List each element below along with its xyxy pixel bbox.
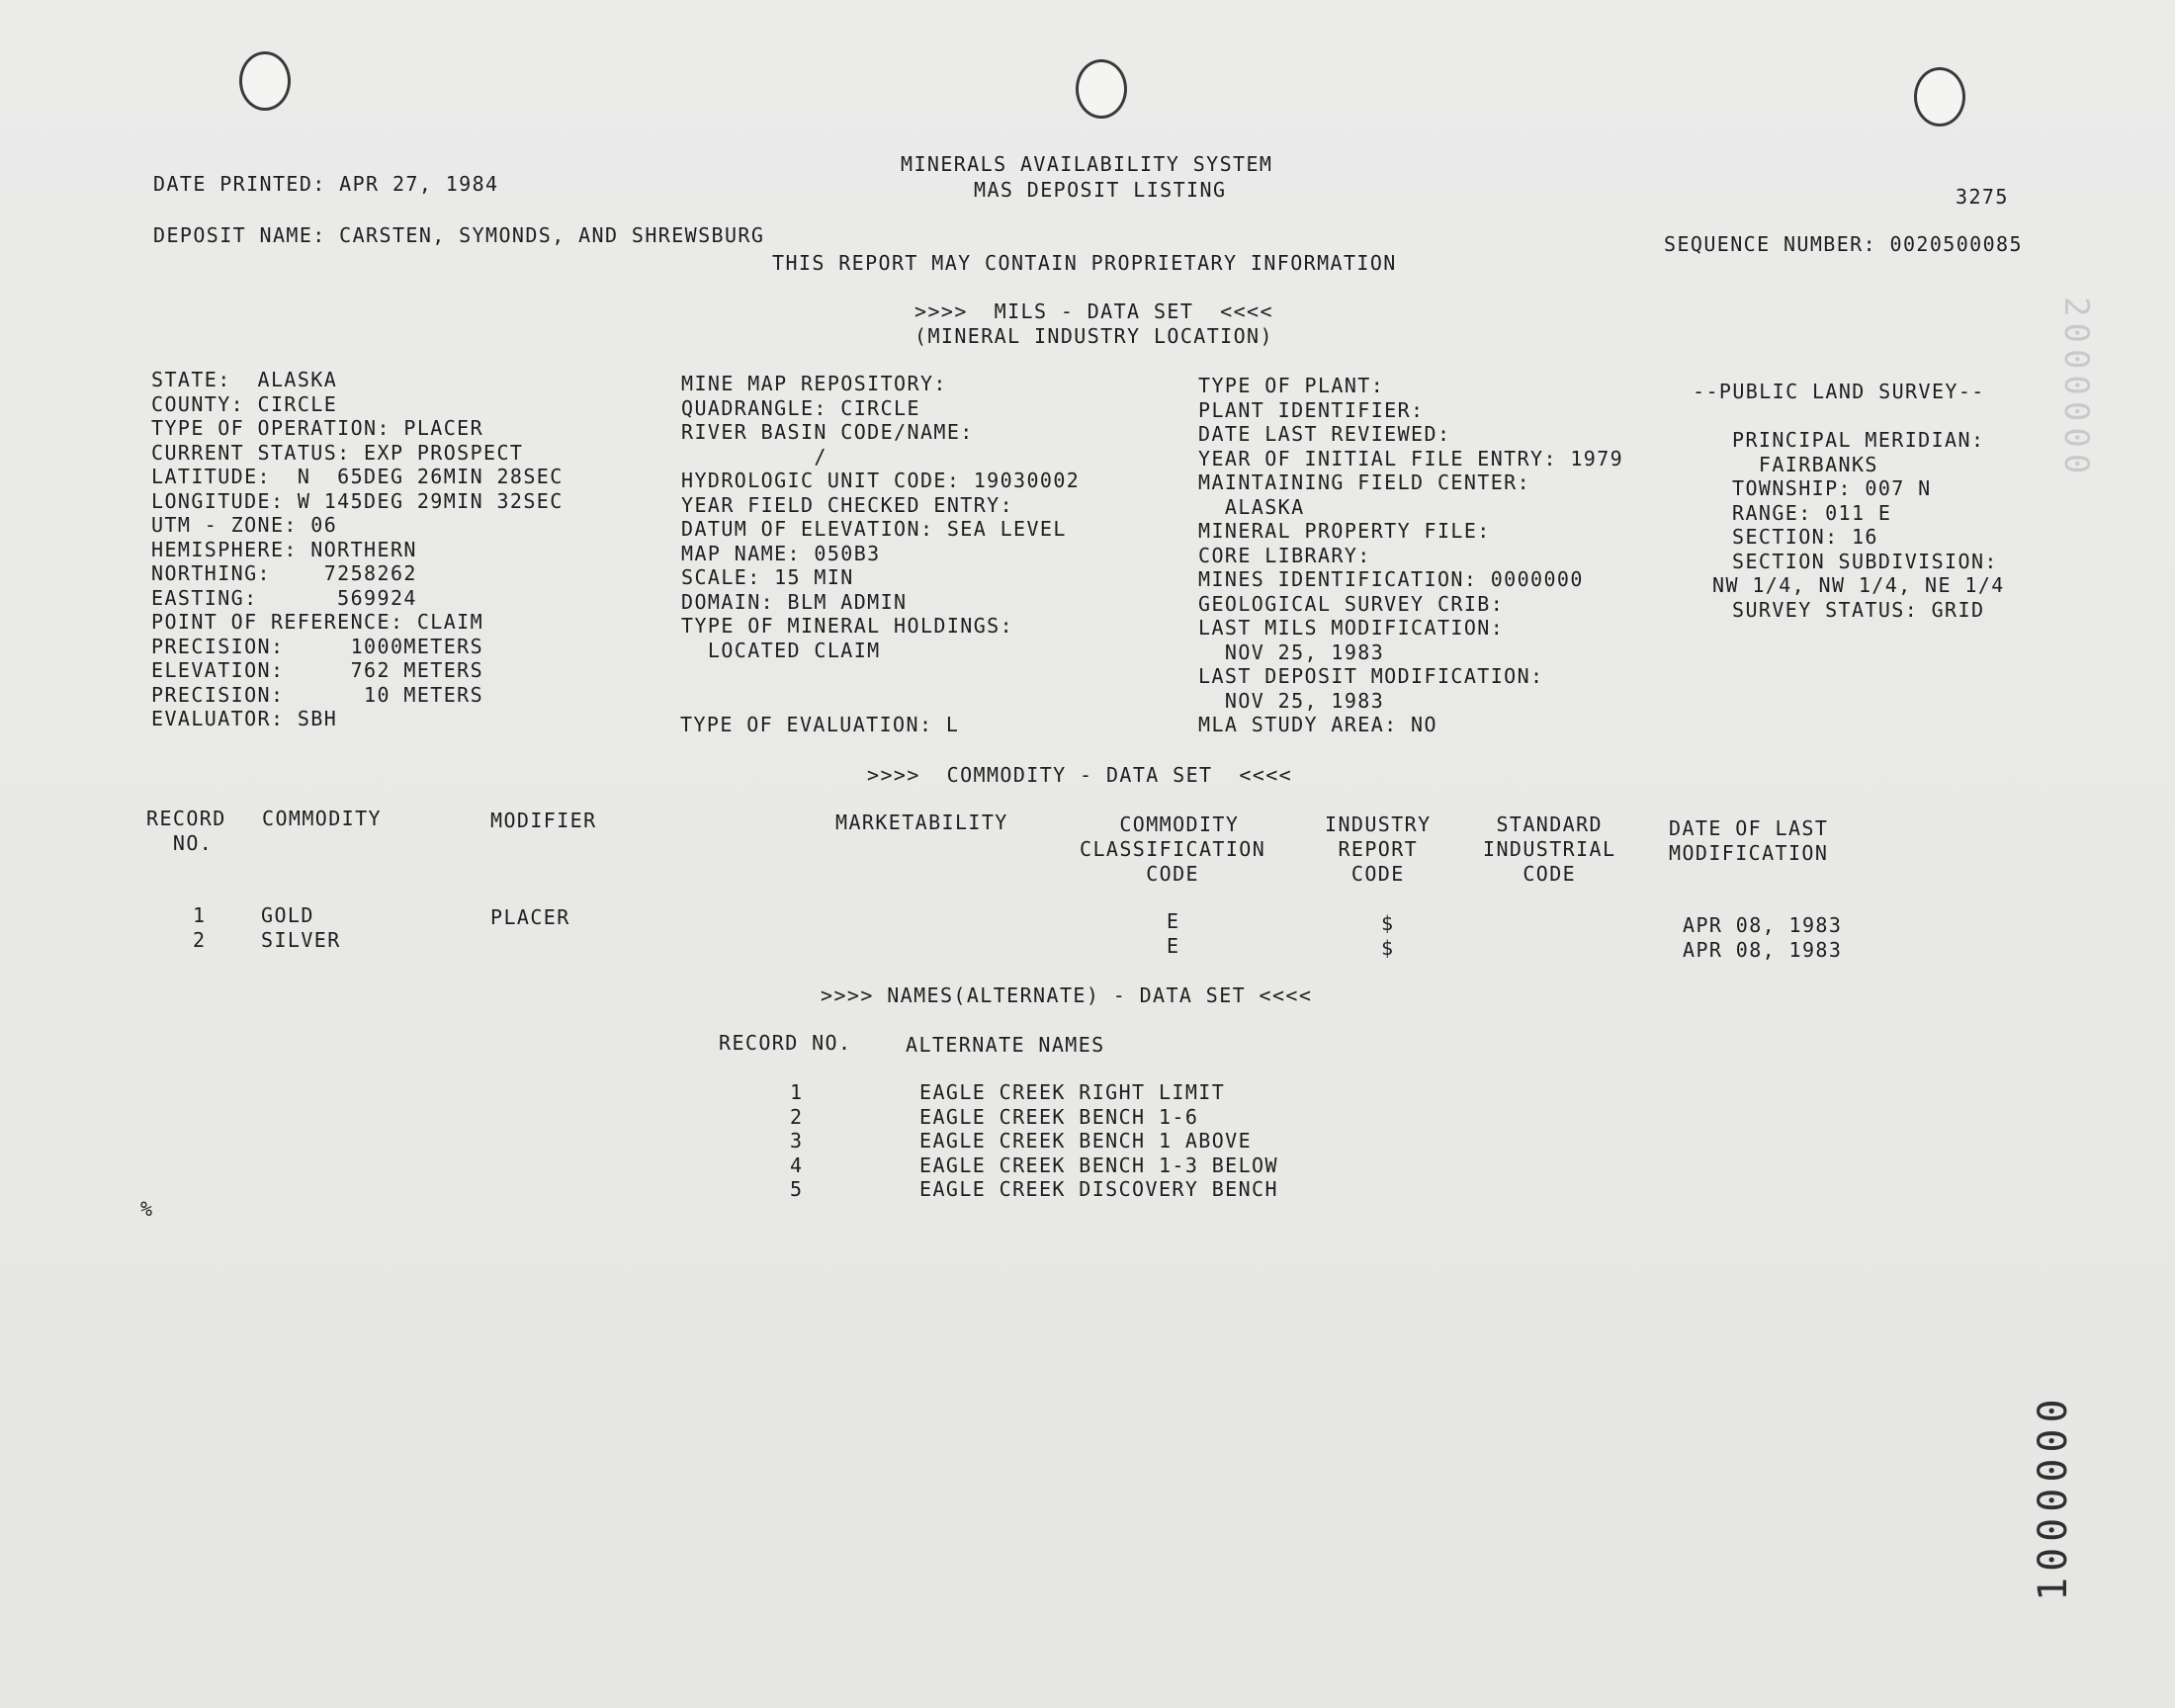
mils-field: YEAR OF INITIAL FILE ENTRY: 1979 (1198, 446, 1624, 470)
alt-name: EAGLE CREEK RIGHT LIMIT (919, 1080, 1226, 1104)
commodity-name: SILVER (261, 928, 341, 952)
mils-field: DOMAIN: BLM ADMIN (681, 589, 908, 614)
mils-field: DATE LAST REVIEWED: (1198, 422, 1451, 446)
mils-field: POINT OF REFERENCE: CLAIM (151, 610, 484, 634)
mils-field: SECTION SUBDIVISION: (1732, 549, 1998, 573)
punch-hole-right (1914, 67, 1965, 127)
mils-field: GEOLOGICAL SURVEY CRIB: (1198, 591, 1505, 616)
alt-name-record-no: 2 (790, 1104, 804, 1129)
names-heading: >>>> NAMES(ALTERNATE) - DATA SET <<<< (821, 983, 1313, 1007)
alt-name: EAGLE CREEK BENCH 1 ABOVE (919, 1129, 1253, 1153)
mils-field: EVALUATOR: SBH (151, 707, 338, 730)
commodity-col-sic: CODE (1483, 862, 1577, 886)
mils-field: UTM - ZONE: 06 (151, 513, 338, 537)
mils-field: STATE: ALASKA (151, 368, 338, 391)
mils-field: SURVEY STATUS: GRID (1732, 597, 1985, 622)
mils-field: MINES IDENTIFICATION: 0000000 (1198, 567, 1584, 591)
mils-field: LATITUDE: N 65DEG 26MIN 28SEC (151, 465, 564, 488)
mils-field: NOV 25, 1983 (1198, 688, 1385, 713)
mils-field: NOV 25, 1983 (1198, 640, 1385, 664)
alt-name-record-no: 3 (790, 1129, 804, 1153)
mils-field: HEMISPHERE: NORTHERN (151, 537, 417, 561)
footer-mark: % (140, 1197, 154, 1221)
mils-field: NORTHING: 7258262 (151, 561, 417, 585)
commodity-col-date: DATE OF LAST (1669, 816, 1829, 840)
type-of-evaluation: TYPE OF EVALUATION: L (680, 713, 960, 736)
mils-heading: >>>> MILS - DATA SET <<<< (914, 299, 1273, 323)
commodity-col-classification: CODE (1080, 862, 1199, 886)
commodity-col-record: NO. (146, 831, 214, 855)
punch-hole-center (1076, 59, 1127, 119)
alt-name-record-no: 1 (790, 1080, 804, 1104)
commodity-col-classification: CLASSIFICATION (1080, 837, 1266, 861)
side-stamp-faint: 2000000 (2056, 297, 2096, 480)
commodity-report-code: $ (1381, 911, 1395, 935)
mils-field: RIVER BASIN CODE/NAME: (681, 420, 974, 444)
mils-field: / (681, 444, 827, 469)
side-stamp: 1000000 (2031, 1393, 2076, 1601)
mils-field: NW 1/4, NW 1/4, NE 1/4 (1712, 573, 2005, 597)
mils-field: CORE LIBRARY: (1198, 543, 1371, 567)
commodity-modifier: PLACER (490, 905, 570, 929)
mils-field: MINERAL PROPERTY FILE: (1198, 519, 1491, 543)
commodity-col-industry: INDUSTRY (1325, 812, 1432, 836)
commodity-mod-date: APR 08, 1983 (1683, 913, 1843, 937)
commodity-col-classification: COMMODITY (1080, 812, 1240, 836)
mils-field: MAINTAINING FIELD CENTER: (1198, 470, 1531, 494)
mils-field: MAP NAME: 050B3 (681, 541, 881, 565)
mils-field: MINE MAP REPOSITORY: (681, 372, 947, 395)
date-printed: DATE PRINTED: APR 27, 1984 (153, 172, 499, 196)
commodity-record-no: 2 (193, 928, 207, 952)
commodity-heading: >>>> COMMODITY - DATA SET <<<< (867, 763, 1293, 787)
mils-field: TYPE OF MINERAL HOLDINGS: (681, 614, 1014, 638)
commodity-col-sic: INDUSTRIAL (1483, 837, 1616, 861)
mils-field: LAST DEPOSIT MODIFICATION: (1198, 664, 1544, 688)
commodity-mod-date: APR 08, 1983 (1683, 938, 1843, 962)
commodity-col-sic: STANDARD (1483, 812, 1603, 836)
mils-field: PRECISION: 10 METERS (151, 682, 484, 707)
mils-field: QUADRANGLE: CIRCLE (681, 395, 920, 420)
proprietary-notice: THIS REPORT MAY CONTAIN PROPRIETARY INFORMATION (772, 251, 1397, 275)
mils-field: PLANT IDENTIFIER: (1198, 397, 1425, 422)
mils-field: PRECISION: 1000METERS (151, 634, 484, 658)
alt-name-record-no: 4 (790, 1153, 804, 1177)
commodity-class-code: E (1167, 909, 1180, 933)
alt-name: EAGLE CREEK BENCH 1-3 BELOW (919, 1153, 1278, 1177)
commodity-col-modifier: MODIFIER (490, 809, 597, 832)
page-number: 3275 (1956, 185, 2009, 209)
deposit-name: DEPOSIT NAME: CARSTEN, SYMONDS, AND SHREWSBURG (153, 223, 765, 247)
mils-field: ELEVATION: 762 METERS (151, 658, 484, 682)
mils-field: TYPE OF PLANT: (1198, 374, 1385, 397)
mils-field: LOCATED CLAIM (681, 638, 881, 662)
commodity-col-marketability: MARKETABILITY (835, 811, 1008, 834)
commodity-col-date: MODIFICATION (1669, 841, 1829, 865)
mils-field: FAIRBANKS (1732, 452, 1878, 476)
commodity-col-industry: CODE (1325, 862, 1405, 886)
mils-field: MLA STUDY AREA: NO (1198, 713, 1437, 736)
mils-field: TOWNSHIP: 007 N (1732, 476, 1932, 500)
alt-name: EAGLE CREEK BENCH 1-6 (919, 1104, 1199, 1129)
names-col-names: ALTERNATE NAMES (906, 1033, 1105, 1057)
public-land-survey-title: --PUBLIC LAND SURVEY-- (1693, 380, 1985, 403)
mils-field: DATUM OF ELEVATION: SEA LEVEL (681, 517, 1067, 541)
mils-field: CURRENT STATUS: EXP PROSPECT (151, 440, 524, 465)
mils-field: ALASKA (1198, 494, 1305, 519)
commodity-report-code: $ (1381, 936, 1395, 960)
sequence-number: SEQUENCE NUMBER: 0020500085 (1664, 232, 2023, 256)
mils-field: SCALE: 15 MIN (681, 565, 854, 589)
commodity-record-no: 1 (193, 903, 207, 927)
names-col-record: RECORD NO. (719, 1031, 852, 1055)
mils-field: PRINCIPAL MERIDIAN: (1732, 428, 1985, 452)
commodity-name: GOLD (261, 903, 314, 927)
commodity-col-commodity: COMMODITY (262, 807, 382, 830)
mils-field: LAST MILS MODIFICATION: (1198, 616, 1505, 640)
listing-title: MAS DEPOSIT LISTING (974, 178, 1227, 202)
mils-field: COUNTY: CIRCLE (151, 391, 338, 416)
commodity-col-record: RECORD (146, 807, 226, 830)
mils-field: RANGE: 011 E (1732, 500, 1892, 525)
mils-field: LONGITUDE: W 145DEG 29MIN 32SEC (151, 488, 564, 513)
mils-field: HYDROLOGIC UNIT CODE: 19030002 (681, 469, 1081, 492)
mils-field: EASTING: 569924 (151, 585, 417, 610)
punch-hole-left (239, 51, 291, 111)
alt-name: EAGLE CREEK DISCOVERY BENCH (919, 1177, 1278, 1201)
commodity-col-industry: REPORT (1325, 837, 1419, 861)
mils-field: YEAR FIELD CHECKED ENTRY: (681, 492, 1014, 517)
mils-subheading: (MINERAL INDUSTRY LOCATION) (914, 324, 1273, 348)
mils-field: SECTION: 16 (1732, 525, 1878, 549)
system-title: MINERALS AVAILABILITY SYSTEM (901, 152, 1273, 176)
mils-field: TYPE OF OPERATION: PLACER (151, 416, 484, 440)
alt-name-record-no: 5 (790, 1177, 804, 1201)
commodity-class-code: E (1167, 934, 1180, 958)
